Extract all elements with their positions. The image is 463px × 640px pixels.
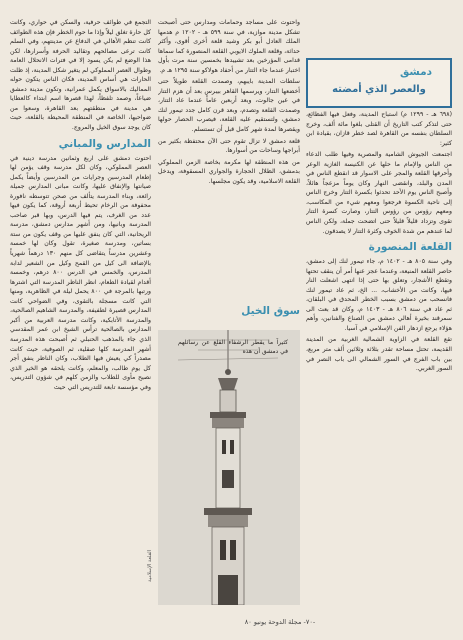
section-heading: المدارس والمباني (58, 137, 151, 150)
column-left (10, 18, 151, 608)
paragraph: (٦٩٨ هـ - ١٢٩٩ م) استباح المدينة، وفعل فيها الفظائع، حتى لتذكر كتب التاريخ أن القتلى بلغوا مائة ألف، وخرج السلطان بنفسه من القاهرة لصد خطر قازان، بقيادة ابن كثير: (306, 111, 452, 147)
paragraph: سلطات المدينة بايبهم، وصمدت القلعة طويلاً حتى أخضعها التتار، ويرسمها القاهر بيبرس بعد أن هزم التتار في عين جالوت، وبعد أربعين عاماً عندما عاد التتار، وصمدت القلعة وتصدم، وبعد قرن كامل جدد تيمور لنك دمشق، ولتستقيم عليه القلعة، فيصرب الحصار حولها ويقصرها لمدة شهر كامل قبل أن تستسلم. (158, 78, 300, 134)
photo-overlay-text (178, 338, 288, 378)
paragraph: تقع القلعة في الزاوية الشمالية الغربية من المدينة القديمة، تحتل مساحة تقدر بثلاثة وثلاثين ألف متر مربع، بين باب الفرج في السور الشمالي الى باب النصر في السور الغربي. (306, 336, 452, 373)
photo-caption: القلعة الإسلامية (147, 550, 153, 583)
paragraph: كثيراً ما يقطر الرشفاء القلع عن رسائلهم في دمشق أن هذه (178, 339, 288, 355)
article-title: دمشق (399, 66, 432, 78)
paragraph: واحتوت على مساجد وحمامات ومدارس حتى أصبحت تشكل مدينة موازية، في سنة ٥٩٩ هـ - ١٢٠٢ م هدمها الملك العادل أبو بكر وشيد قلعة أخرى أقوى، وأكثر حداثة، وقلعة الملوك الايوبي القلعة المنصورة كما سماها قدامى المؤرخين بعد تشييدها بخمسين سنة مرت بأول اختبار عندما جاء التتار من أحفاد هولاكو سنة ١٢٩٥ هـ م. (158, 19, 300, 74)
column-right (306, 110, 452, 590)
paragraph: احتوت دمشق على اربع وثمانين مدرسة دينية في العصر المملوكي، وكان لكل مدرسة وقف يؤمن لها إطعام المدرسين وجرايات من المدرسين وأيضاً يكمل صيانتها والإنفاق عليها، وكانت مبانى المدارس جميلة رائعة، وبناء المدرسة يتألف من صحن تتوسطه نافورة محفوفة من الرخام تحيط أربعة أروقة، كما يكون فيها عدد من الغرف، يتم فيها الدرس، وبها قبر صاحب المدرسة وبانيها، ومن أشهر مدارس دمشق، مدرسة الريحانية، التي كان ينفق عليها من وقف يكون من ستة بساتين، ومدرسة صغيرة، تقول وكان لها خمسة وعشرين مدرساً يتقاضى كل منهم ١٣٠ درهماً شهرياً بالإضافة الى كيل من القمح وكيل من الشعير لدابة المدرس، والخمس في الدرس ٨٠٠ درهم، وخمسة أقدام لقيادة الطعام، انظر الناظر المدرسة التي اشترها ورتبها بالمرجة في ٨٠٠ يحمل ليلة في الظاهرية، ومنها التي كانت مسجلة بالتقوى، وفي الضواحي كانت المدارس قصيرة لطفيفة، والمدرسة الشاهيم الصالحية، والمدرسة الأتابكية، وكانت مدرسة العربية من أكبر المدارس بالصالحية ترأس الشيخ ابن عمر المقدسي الذي جاء بالمذهب الحنبلي ثم أصبحت هذه المدرسة أشهر المدرسة كلها صقلية، ثم الصوفية، حيث كانت مصدراً كي يعيش فيها الطلاب، وكان الناظر ينفق أجر كل يوم طالب، والمعلم، وكانت يلحقه هو الخير الذي نصيح مأوى للطلاب والزمن كلهم في شؤون التدريس، وفي مؤسسة تابعة للتدريس التي حيث (10, 154, 151, 391)
column-middle (158, 18, 300, 298)
paragraph: اجتمعت الجيوش الشامية والمصرية وفيها طلب الدعاء من الناس والإمام ما حلها عن الكنيسة الغازية الوعر وأحرقها القلعة والمجر على الاسوار قد انقطع الناس في المدن والبلد، وانقضى النهار وكان يوماً مزعجاً هائلاً، وأصبح الناس يوم الأحد تحدثوا بكسرة التتار وخرج الناس إلى ناحية الكسوة فرجعوا ومعهم شيء من المكاسب، ومعهم رؤوس من رؤوس التتار، وصارت كسرة التتار تقوى وتزداد قليلاً قليلاً حتى اتضحت جملة، ولكن الناس لما عندهم من شدة الخوف وكثرة التتار لا يصدقون. (306, 151, 452, 235)
article-title-box (306, 58, 452, 108)
paragraph: من هذه المنطقة لها مكرمة بخاصة الزمن المملوكي بدمشق، الظلال الحجارة والجواري المسقوفة، ويدخل القلعة الاسلامية، وقد يكون مجلسها. (158, 158, 300, 185)
paragraph: قلعة دمشق لا تزال تقوم حتى الآن محتفظة بكثير من أبراجها وساحات من أسوارها. (158, 137, 300, 155)
paragraph: التجمع في طوائف حرفية، والسكن في حواري، وكانت كل حارة تغلق ليلاً وإذا ما حوم الخطر فإن هذه الطوائف كانت تنظم الأهالي في الدفاع عن مدينتهم، وفي السلم كانت ترعى مصالحهم وتقاليد الحرفة وأسرارها، لكن هذا الوضع لم يكن يسود إلا في فترات الانحلال العامة وطوال العصر المملوكي لم يتغير شكل المدينة، إذ ظلت الحارات هي أساس المدينة، فكان الناس يتكون حوله المماليك بالاسواق يكمل عمرانية، وتكون مدينة دمشق ضياعاً، وصمد تلفظاً، لهذا قصرها اسم ابتداء كالعطايا هي مدينة في منطقتهم بعد القاهرة، وسعوا من ضواحيها، الخاصة في المنطقة المحيطة بالقلعة، حيث كان يوجد سوق الخيل والمروج. (10, 19, 151, 132)
paragraph: وفي سنة ٨٠٥ هـ - ١٤٠٢ م، جاء تيمور لنك إلى دمشق، حاصر القلعة المنيعة، وعندما عجز عنها أمر أن ينقف تحتها وتقطع الأشجار، وتعلق بها حتى إذا انتهى اشعلت النار فيها، وكانت من الأخشاب، ... الخ، ثم عاد تيمور لنك فانسحب من دمشق بسبب الخطر المحدق في البلقان، ثم عاد في سنة ٨٠٦ هـ - ١٤٠٣ م، وكان قد بعث الى سمرقند بخيرة أهالي دمشق من الصناع والفنانين، وأهم هؤلاء يرجع ازدهار الفن الإسلامي في آسيا. (306, 258, 452, 332)
section-heading: سوق الخيل (241, 305, 300, 317)
section-heading: القلعة المنصورة (368, 241, 452, 254)
page-footer: -٧٠- مجلة الدوحة يونيو ٨٠ (244, 618, 316, 626)
article-subtitle: والعصر الذي أمضته (332, 84, 426, 95)
middle-heading-area (158, 300, 300, 330)
